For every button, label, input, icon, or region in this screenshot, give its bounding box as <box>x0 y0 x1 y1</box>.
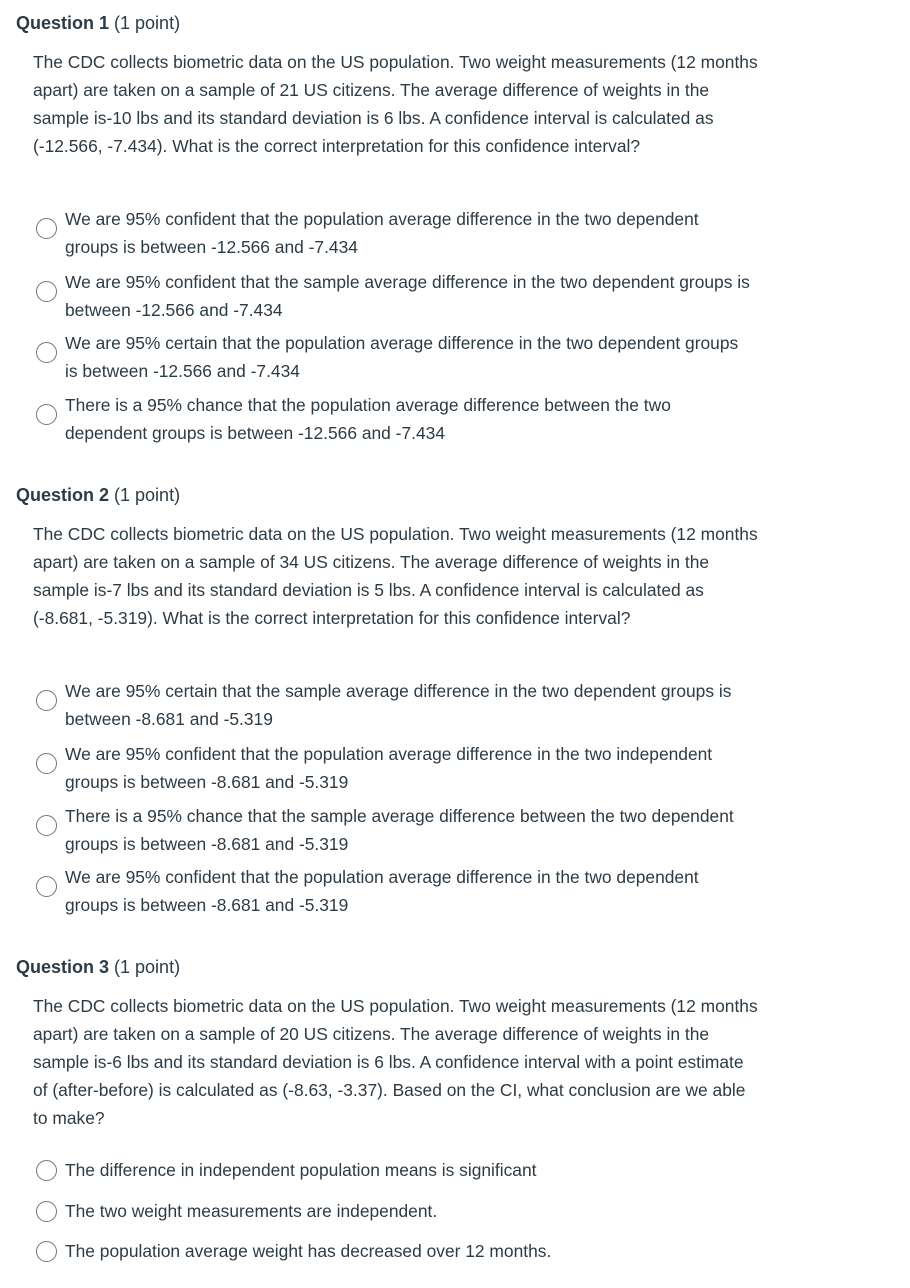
answer-option[interactable] <box>36 1237 756 1265</box>
question-3-header <box>16 955 180 979</box>
question-text: The CDC collects biometric data on the US population. Two weight measurements (12 months apart) are taken on a sample of 20 US citizens. The average difference of weights in the sample is-6 lbs and its standard deviation is 6 lbs. A confidence interval with a point estimate of (after-before) is calculated as (-8.63, -3.37). Based on the CI, what conclusion are we able to make? <box>33 996 758 1128</box>
answer-option-label: We are 95% certain that the population average difference in the two dependent groups is between -12.566 and -7.434 <box>65 333 739 381</box>
radio-button[interactable] <box>36 690 57 711</box>
answer-option-label: We are 95% confident that the population average difference in the two dependent groups is between -8.681 and -5.319 <box>65 867 699 915</box>
answer-option[interactable] <box>36 802 756 858</box>
answer-option[interactable] <box>36 329 756 385</box>
answer-option[interactable] <box>36 863 756 919</box>
question-title: Question 1 <box>16 13 110 33</box>
question-title: Question 3 <box>16 957 110 977</box>
answer-option-label: We are 95% certain that the sample average difference in the two dependent groups is between -8.681 and -5.319 <box>65 681 732 729</box>
answer-option[interactable] <box>36 268 756 324</box>
radio-button[interactable] <box>36 342 57 363</box>
answer-option-label: There is a 95% chance that the sample average difference between the two dependent groups is between -8.681 and -5.319 <box>65 806 734 854</box>
answer-option-label: The two weight measurements are independent. <box>65 1201 438 1221</box>
question-2-header <box>16 483 180 507</box>
question-title: Question 2 <box>16 485 110 505</box>
radio-button[interactable] <box>36 218 57 239</box>
answer-option[interactable] <box>36 1156 756 1184</box>
answer-option[interactable] <box>36 740 756 796</box>
radio-button[interactable] <box>36 876 57 897</box>
answer-option-label: The population average weight has decreased over 12 months. <box>65 1241 552 1261</box>
question-1-header <box>16 11 180 35</box>
answer-option-label: We are 95% confident that the sample average difference in the two dependent groups is between -12.566 and -7.434 <box>65 272 750 320</box>
answer-option-label: We are 95% confident that the population average difference in the two independent groups is between -8.681 and -5.319 <box>65 744 713 792</box>
radio-button[interactable] <box>36 1160 57 1181</box>
radio-button[interactable] <box>36 404 57 425</box>
question-points: (1 point) <box>114 957 181 977</box>
radio-button[interactable] <box>36 815 57 836</box>
question-points: (1 point) <box>114 485 181 505</box>
question-points: (1 point) <box>114 13 181 33</box>
question-text: The CDC collects biometric data on the US population. Two weight measurements (12 months apart) are taken on a sample of 34 US citizens. The average difference of weights in the sample is-7 lbs and its standard deviation is 5 lbs. A confidence interval is calculated as (-8.681, -5.319). What is the correct interpretation for this confidence interval? <box>33 524 758 628</box>
answer-option-label: The difference in independent population means is significant <box>65 1160 537 1180</box>
radio-button[interactable] <box>36 1241 57 1262</box>
answer-option[interactable] <box>36 391 756 447</box>
radio-button[interactable] <box>36 281 57 302</box>
answer-option-label: We are 95% confident that the population average difference in the two dependent groups is between -12.566 and -7.434 <box>65 209 699 257</box>
radio-button[interactable] <box>36 1201 57 1222</box>
question-text: The CDC collects biometric data on the US population. Two weight measurements (12 months apart) are taken on a sample of 21 US citizens. The average difference of weights in the sample is-10 lbs and its standard deviation is 6 lbs. A confidence interval is calculated as (-12.566, -7.434). What is the correct interpretation for this confidence interval? <box>33 52 758 156</box>
answer-option[interactable] <box>36 677 756 733</box>
radio-button[interactable] <box>36 753 57 774</box>
answer-option-label: There is a 95% chance that the population average difference between the two dependent groups is between -12.566 and -7.434 <box>65 395 671 443</box>
answer-option[interactable] <box>36 205 756 261</box>
answer-option[interactable] <box>36 1197 756 1225</box>
